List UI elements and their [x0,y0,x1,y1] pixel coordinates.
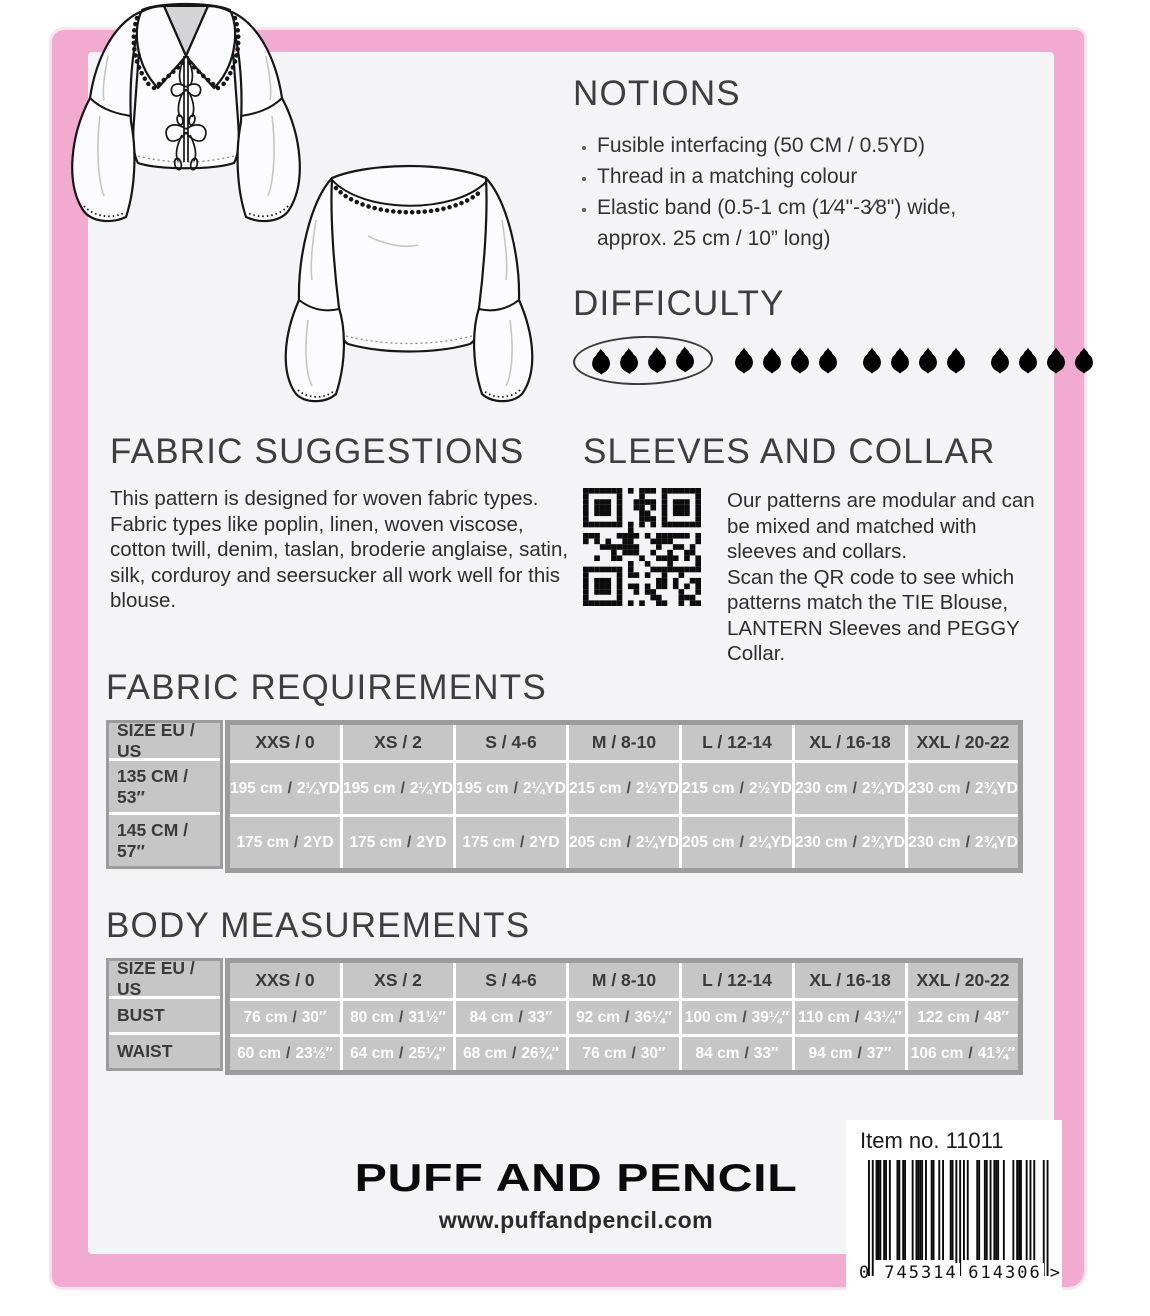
difficulty-level [731,346,841,375]
fabric-requirements-table [106,720,1023,873]
item-barcode-box [846,1120,1062,1312]
difficulty-section [573,284,1097,385]
fabric-requirements-section [106,668,1023,873]
size-header-cell: XXS / 0 [230,725,340,760]
flame-heart-icon [943,346,969,375]
flame-heart-icon [915,346,941,375]
table-data-cell: 68 cm / 26¾″ [456,1037,566,1070]
fabric-suggestions-section [110,432,572,614]
difficulty-level-selected [572,334,713,387]
table-data-cell: 64 cm / 25¼″ [343,1037,453,1070]
flame-heart-icon [887,346,913,375]
table-data-cell: 122 cm / 48″ [908,1001,1018,1034]
size-header-cell: XL / 16-18 [795,725,905,760]
sleeves-collar-section [583,432,1041,667]
table-data-cell: 215 cm / 2½YD [682,763,792,814]
size-header-cell: XS / 2 [343,963,453,998]
fabric-requirements-grid [225,720,1023,873]
sleeves-collar-title: SLEEVES AND COLLAR [583,432,996,471]
size-header-cell: M / 8-10 [569,725,679,760]
barcode-right-digits: 614306 [966,1263,1044,1283]
table-corner-cell: SIZE EU / US [109,723,220,758]
body-measurements-title: BODY MEASUREMENTS [106,906,531,945]
table-data-cell: 230 cm / 2¾YD [795,817,905,868]
fabric-suggestions-title: FABRIC SUGGESTIONS [110,432,525,471]
barcode-trail-mark: > [1049,1263,1060,1283]
table-data-cell: 230 cm / 2¾YD [908,817,1018,868]
flame-heart-icon [815,346,841,375]
barcode-icon [859,1160,1060,1286]
table-data-cell: 94 cm / 37″ [795,1037,905,1070]
size-header-cell: XL / 16-18 [795,963,905,998]
sleeves-collar-text [727,488,1041,667]
table-data-cell: 205 cm / 2¼YD [682,817,792,868]
table-data-cell: 175 cm / 2YD [230,817,340,868]
table-data-cell: 60 cm / 23½″ [230,1037,340,1070]
table-data-cell: 110 cm / 43¼″ [795,1001,905,1034]
flame-heart-icon [672,345,699,375]
table-data-cell: 195 cm / 2¼YD [456,763,566,814]
table-data-cell: 195 cm / 2¼YD [230,763,340,814]
table-data-cell: 92 cm / 36¼″ [569,1001,679,1034]
difficulty-level [859,346,969,375]
table-data-cell: 175 cm / 2YD [343,817,453,868]
notions-section [573,74,1027,254]
size-header-cell: XS / 2 [343,725,453,760]
flame-heart-icon [616,346,643,376]
body-measurements-table [106,958,1023,1075]
table-data-cell: 80 cm / 31½″ [343,1001,453,1034]
table-data-cell: 205 cm / 2¼YD [569,817,679,868]
sleeves-collar-paragraph: Scan the QR code to see which patterns match the TIE Blouse, LANTERN Sleeves and PEGGY Collar. [727,565,1020,665]
table-row-header: WAIST [109,1035,220,1068]
table-data-cell: 76 cm / 30″ [230,1001,340,1034]
flame-heart-icon [759,346,785,375]
difficulty-level [987,346,1097,375]
notions-title: NOTIONS [573,74,741,113]
table-data-cell: 230 cm / 2¾YD [795,763,905,814]
item-number-label: Item no. 11011 [860,1128,1004,1153]
body-measurements-row-headers [106,958,223,1071]
table-corner-cell: SIZE EU / US [109,961,220,996]
size-header-cell: S / 4-6 [456,963,566,998]
flame-heart-icon [859,346,885,375]
table-data-cell: 195 cm / 2¼YD [343,763,453,814]
notions-list [573,130,1027,254]
flame-heart-icon [787,346,813,375]
fabric-requirements-title: FABRIC REQUIREMENTS [106,668,547,707]
barcode-digits [859,1260,1060,1284]
sleeves-collar-paragraph: Our patterns are modular and can be mixed and matched with sleeves and collars. [727,489,1035,563]
body-measurements-grid [225,958,1023,1075]
table-data-cell: 230 cm / 2¾YD [908,763,1018,814]
table-row-header: BUST [109,999,220,1032]
flame-heart-icon [987,346,1013,375]
table-data-cell: 215 cm / 2½YD [569,763,679,814]
size-header-cell: M / 8-10 [569,963,679,998]
table-data-cell: 100 cm / 39¼″ [682,1001,792,1034]
size-header-cell: XXL / 20-22 [908,725,1018,760]
difficulty-title: DIFFICULTY [573,284,785,323]
body-measurements-section [106,906,1023,1075]
fabric-requirements-row-headers [106,720,223,869]
notion-item: • Thread in a matching colour [597,161,1027,192]
difficulty-scale [573,336,1097,385]
fabric-suggestions-text: This pattern is designed for woven fabric types. Fabric types like poplin, linen, woven viscose, cotton twill, denim, taslan, broderie anglaise, satin, silk, corduroy and seersucker all work well for this blouse. [110,487,569,612]
flame-heart-icon [644,345,671,375]
flame-heart-icon [731,346,757,375]
size-header-cell: L / 12-14 [682,963,792,998]
flame-heart-icon [1015,346,1041,375]
table-data-cell: 106 cm / 41¾″ [908,1037,1018,1070]
blouse-back-illustration [268,150,550,408]
size-header-cell: XXL / 20-22 [908,963,1018,998]
table-row-header: 135 CM / 53″ [109,761,220,812]
brand-logo: PUFF AND PENCIL [354,1157,798,1200]
barcode-lead-digit: 0 [859,1263,870,1283]
table-row-header: 145 CM / 57″ [109,815,220,866]
notion-item: • Fusible interfacing (50 CM / 0.5YD) [597,130,1027,161]
notion-item: • Elastic band (0.5-1 cm (1⁄4"-3⁄8") wide, approx. 25 cm / 10” long) [597,192,1027,254]
flame-heart-icon [1071,346,1097,375]
table-data-cell: 175 cm / 2YD [456,817,566,868]
table-data-cell: 76 cm / 30″ [569,1037,679,1070]
table-data-cell: 84 cm / 33″ [456,1001,566,1034]
website-url: www.puffandpencil.com [438,1207,714,1233]
qr-code-icon [583,488,701,606]
flame-heart-icon [1043,346,1069,375]
size-header-cell: L / 12-14 [682,725,792,760]
barcode-left-digits: 745314 [882,1263,960,1283]
size-header-cell: S / 4-6 [456,725,566,760]
table-data-cell: 84 cm / 33″ [682,1037,792,1070]
flame-heart-icon [588,347,615,377]
size-header-cell: XXS / 0 [230,963,340,998]
